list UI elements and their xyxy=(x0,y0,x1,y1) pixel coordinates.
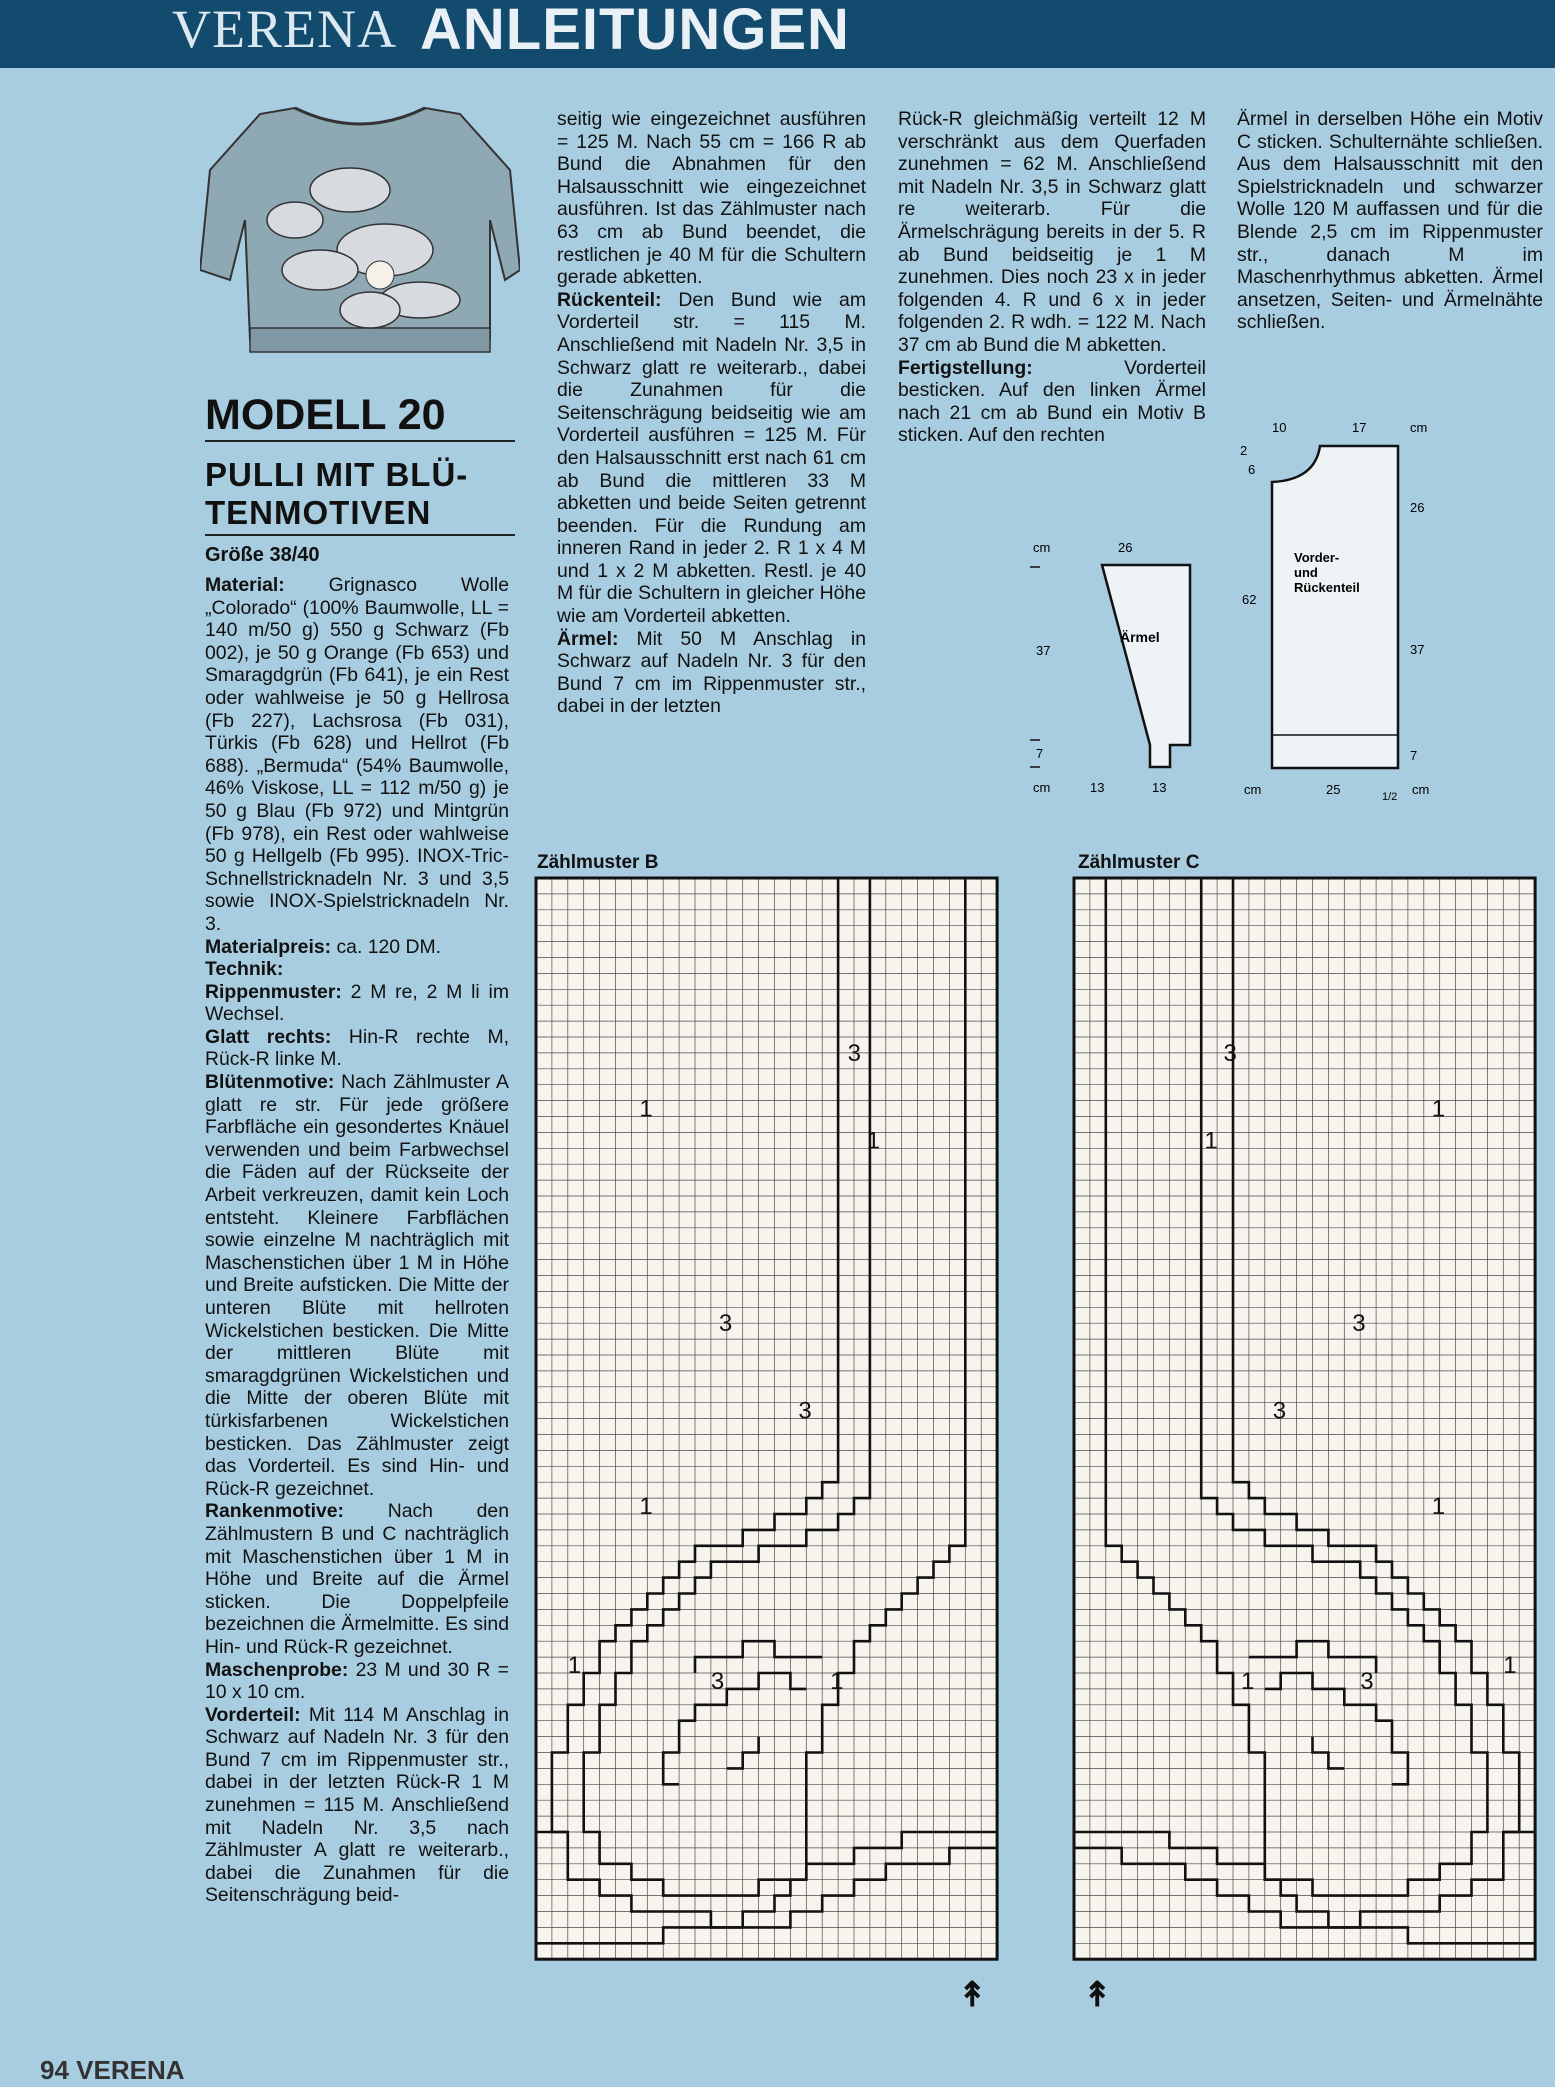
paragraph-text: Nach Zählmuster A glatt re str. Für jede größere Farbfläche ein gesondertes Knäuel verwenden und beim Farbwechsel die Fäden auf der Rückseite der Arbeit verkreuzen, damit kein Loch entsteht. Kleinere Farbflächen sowie einzelne M nachträglich mit Maschenstichen über 1 M in Höhe und Breite aufsticken. Die Mitte der unteren Blüte mit hellroten Wickelstichen besticken. Die Mitte der mittleren Blüte mit smaragdgrünen Wickelstichen und die Mitte der oberen Blüte mit türkisfarbenen Wickelstichen besticken. Das Zählmuster zeigt das Vorderteil. Es sind Hin- und Rück-R gezeichnet. xyxy=(205,1071,509,1500)
instructions-column-4 xyxy=(1237,108,1543,334)
paragraph xyxy=(557,289,866,628)
paragraph-heading: Rippenmuster: xyxy=(205,980,342,1003)
chart-symbol: 1 xyxy=(1204,1127,1218,1155)
paragraph-text: ca. 120 DM. xyxy=(331,935,442,958)
paragraph xyxy=(205,1704,509,1907)
model-number: MODELL 20 xyxy=(205,392,515,442)
chart-symbol: 3 xyxy=(1360,1667,1374,1695)
sleeve-height: 37 xyxy=(1036,643,1051,658)
body-bottom-half: 1/2 xyxy=(1382,791,1398,803)
paragraph xyxy=(205,1071,509,1500)
paragraph-text: seitig wie eingezeichnet ausführen = 125 M. Nach 55 cm = 166 R ab Bund die Abnahmen für den Halsausschnitt wie eingezeichnet ausführen. Ist das Zählmuster nach 63 cm ab Bund beendet, die restlichen je 40 M für die Schultern gerade abketten. xyxy=(557,108,866,289)
body-neck-b: 6 xyxy=(1248,462,1256,477)
section-title: ANLEITUNGEN xyxy=(420,0,850,62)
chart-symbol: 1 xyxy=(866,1127,881,1155)
sleeve-schematic xyxy=(1020,530,1220,810)
page-footer xyxy=(40,2055,185,2086)
body-label-3: Rückenteil xyxy=(1294,580,1360,595)
paragraph-heading: Vorderteil: xyxy=(205,1703,301,1726)
sleeve-rib: 7 xyxy=(1036,746,1044,761)
model-title-line-1: PULLI MIT BLÜ- xyxy=(205,456,469,493)
page-header xyxy=(0,0,1555,68)
body-side-lower: 37 xyxy=(1410,642,1425,657)
chart-b-center-arrow: ↟ xyxy=(958,1976,987,2014)
paragraph xyxy=(205,936,509,959)
chart-symbol: 3 xyxy=(718,1310,733,1338)
sweater-illustration xyxy=(200,100,520,360)
chart-b-title: Zählmuster B xyxy=(537,852,659,873)
paragraph xyxy=(205,1659,509,1704)
body-side-upper: 26 xyxy=(1410,500,1425,515)
paragraph xyxy=(205,958,509,981)
paragraph xyxy=(898,108,1206,357)
paragraph-heading: Maschenprobe: xyxy=(205,1658,349,1681)
chart-symbol: 1 xyxy=(1431,1095,1446,1123)
paragraph-text: Mit 114 M Anschlag in Schwarz auf Nadeln Nr. 3 für den Bund 7 cm im Rippenmuster str., dabei in der letzten Rück-R 1 M zunehmen = 115 M. Anschließend mit Nadeln Nr. 3,5 nach Zählmuster A glatt re weiterarb., dabei die Zunahmen für die Seitenschrägung beid- xyxy=(205,1703,509,1907)
paragraph-text: Den Bund wie am Vorderteil str. = 115 M. Anschließend mit Nadeln Nr. 3,5 in Schwarz glatt re weiterarb., dabei die Zunahmen für die Seitenschrägung beidseitig wie am Vorderteil ausführen = 125 M. Für den Halsausschnitt erst nach 61 cm ab Bund die mittleren 33 M abketten und beide Seiten getrennt beenden. Für die Rundung am inneren Rand in jeder 2. R 1 x 4 M und 1 x 2 M abketten. Restl. je 40 M für die Schultern in gleicher Höhe wie am Vorderteil abketten. xyxy=(557,288,866,628)
sleeve-unit-top: cm xyxy=(1033,540,1051,555)
footer-brand: VERENA xyxy=(76,2055,185,2085)
body-top-a: 10 xyxy=(1272,420,1287,435)
paragraph xyxy=(205,981,509,1026)
paragraph-text: Vorderteil besticken. Auf den linken Ärmel nach 21 cm ab Bund ein Motiv B sticken. Auf den rechten xyxy=(898,356,1206,447)
sleeve-bottom-right: 13 xyxy=(1152,780,1167,795)
paragraph xyxy=(1237,108,1543,334)
paragraph-heading: Rückenteil: xyxy=(557,288,662,311)
chart-symbol: 3 xyxy=(847,1039,861,1067)
sleeve-top-width: 26 xyxy=(1118,540,1133,555)
instructions-column-3 xyxy=(898,108,1206,447)
model-title xyxy=(205,456,515,536)
brand-logo: VERENA xyxy=(172,0,397,59)
paragraph xyxy=(898,357,1206,447)
chart-symbol: 1 xyxy=(1240,1667,1255,1695)
chart-symbol: 3 xyxy=(1272,1397,1287,1425)
chart-symbol: 3 xyxy=(710,1667,725,1695)
size-label: Größe 38/40 xyxy=(205,544,320,566)
paragraph xyxy=(205,1026,509,1071)
chart-symbol: 1 xyxy=(1503,1652,1517,1679)
paragraph-text: Mit 50 M Anschlag in Schwarz auf Nadeln Nr. 3 für den Bund 7 cm im Rippenmuster str., dabei in der letzten xyxy=(557,627,866,718)
paragraph xyxy=(205,574,509,936)
chart-c-center-arrow: ↟ xyxy=(1083,1976,1112,2014)
body-unit-top: cm xyxy=(1410,420,1428,435)
paragraph-text: Grignasco Wolle „Colorado“ (100% Baumwolle, LL = 140 m/50 g) 550 g Schwarz (Fb 002), je 50 g Orange (Fb 653) und Smaragdgrün (Fb 641), je ein Rest oder wahlweise je 50 g Hellrosa (Fb 227), Lachsrosa (Fb 031), Türkis (Fb 628) und Hellrot (Fb 688). „Bermuda“ (54% Baumwolle, 46% Viskose, LL = 112 m/50 g) je 50 g Blau (Fb 972) und Mintgrün (Fb 978), ein Rest oder wahlweise 50 g Hellgelb (Fb 995). INOX-Tric-Schnellstricknadeln Nr. 3 und 3,5 sowie INOX-Spielstricknadeln Nr. 3. xyxy=(205,574,509,935)
instructions-column-1 xyxy=(205,574,509,1907)
sleeve-label: Ärmel xyxy=(1120,629,1160,645)
chart-c-grid xyxy=(1072,876,1538,1964)
paragraph-text: 2 M re, 2 M li im Wechsel. xyxy=(205,980,509,1026)
body-unit-bottom-right: cm xyxy=(1412,782,1430,797)
sleeve-bottom-left: 13 xyxy=(1090,780,1105,795)
chart-symbol: 1 xyxy=(1431,1493,1446,1520)
paragraph-text: Nach den Zählmustern B und C nachträglich mit Maschenstichen über 1 M in Höhe und Breite auf die Ärmel sticken. Die Doppelpfeile bezeichnen die Ärmelmitte. Es sind Hin- und Rück-R gezeichnet. xyxy=(205,1500,509,1658)
paragraph-heading: Fertigstellung: xyxy=(898,356,1033,379)
chart-symbol: 3 xyxy=(1223,1039,1237,1067)
paragraph-heading: Ärmel: xyxy=(557,627,619,650)
paragraph-text: 23 M und 30 R = 10 x 10 cm. xyxy=(205,1658,509,1704)
sleeve-unit-bottom: cm xyxy=(1033,780,1051,795)
paragraph-heading: Rankenmotive: xyxy=(205,1500,345,1523)
body-label-2: und xyxy=(1294,565,1318,580)
body-label-1: Vorder- xyxy=(1294,550,1340,565)
body-schematic xyxy=(1230,410,1430,810)
paragraph-text: Hin-R rechte M, Rück-R linke M. xyxy=(205,1025,509,1071)
paragraph xyxy=(557,108,866,289)
paragraph xyxy=(557,628,866,718)
paragraph-heading: Glatt rechts: xyxy=(205,1025,332,1048)
paragraph-heading: Material: xyxy=(205,574,285,596)
chart-c-title: Zählmuster C xyxy=(1078,852,1200,873)
chart-symbol: 1 xyxy=(830,1667,844,1695)
paragraph-heading: Technik: xyxy=(205,958,284,981)
model-title-line-2: TENMOTIVEN xyxy=(205,494,432,531)
paragraph-heading: Blütenmotive: xyxy=(205,1071,335,1094)
chart-symbol: 1 xyxy=(639,1095,653,1123)
chart-symbol: 1 xyxy=(567,1652,582,1679)
body-total-height: 62 xyxy=(1242,592,1257,607)
paragraph-heading: Materialpreis: xyxy=(205,935,332,958)
chart-symbol: 3 xyxy=(798,1397,812,1425)
body-rib: 7 xyxy=(1410,748,1418,763)
body-bottom-width: 25 xyxy=(1326,782,1341,797)
body-top-b: 17 xyxy=(1352,420,1367,435)
paragraph-text: Rück-R gleichmäßig verteilt 12 M verschränkt aus dem Querfaden zunehmen = 62 M. Anschließend mit Nadeln Nr. 3,5 in Schwarz glatt re weiterarb. Für die Ärmelschrägung bereits in der 5. R ab Bund beidseitig je 1 M zunehmen. Dies noch 23 x in jeder folgenden 4. R und 6 x in jeder folgenden 2. R wdh. = 122 M. Nach 37 cm ab Bund die M abketten. xyxy=(898,108,1206,356)
chart-b-grid xyxy=(534,876,1000,1964)
body-neck-a: 2 xyxy=(1240,443,1248,458)
page-number: 94 xyxy=(40,2055,69,2085)
paragraph-text: Ärmel in derselben Höhe ein Motiv C sticken. Schulternähte schließen. Aus dem Halsausschnitt mit den Spielstricknadeln und schwarzer Wolle 120 M auffassen und für die Blende 2,5 cm im Rippenmuster str., danach M im Maschenrhythmus abketten. Ärmel ansetzen, Seiten- und Ärmelnähte schließen. xyxy=(1237,108,1543,334)
body-unit-bottom-left: cm xyxy=(1244,782,1262,797)
chart-symbol: 3 xyxy=(1352,1310,1366,1338)
chart-symbol: 1 xyxy=(639,1493,653,1520)
paragraph xyxy=(205,1500,509,1658)
instructions-column-2 xyxy=(557,108,866,718)
